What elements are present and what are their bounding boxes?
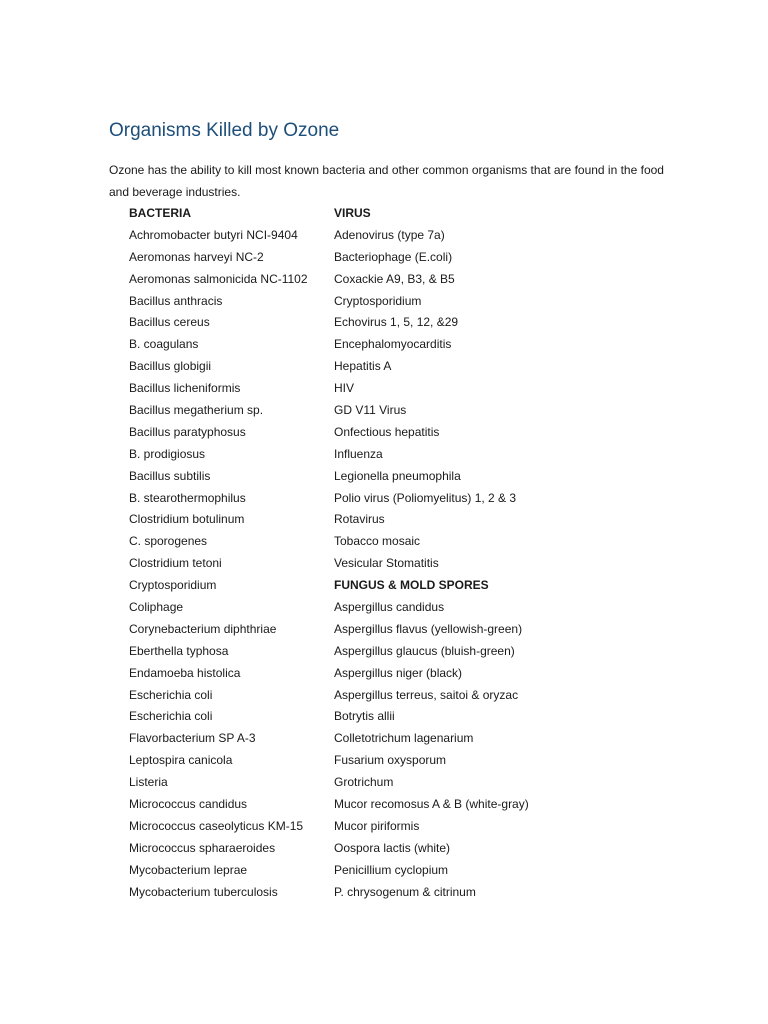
organism-name: Bacillus cereus: [129, 315, 210, 330]
organism-name: Legionella pneumophila: [334, 468, 461, 483]
organism-name: Bacillus subtilis: [129, 468, 211, 483]
organism-name: B. coagulans: [129, 337, 199, 352]
organism-name: Aspergillus terreus, saitoi & oryzac: [334, 687, 519, 702]
organism-name: Fusarium oxysporum: [334, 753, 447, 768]
organism-name: Bacillus globigii: [129, 359, 212, 374]
table-row: [129, 291, 649, 313]
table-row: [129, 838, 649, 860]
table-row: [129, 444, 649, 466]
organism-name: Encephalomyocarditis: [334, 337, 452, 352]
table-row: [129, 860, 649, 882]
table-row: [129, 225, 649, 247]
organism-name: Achromobacter butyri NCI-9404: [129, 227, 298, 242]
organism-name: Escherichia coli: [129, 687, 213, 702]
organism-name: Micrococcus spharaeroides: [129, 840, 276, 855]
organism-name: Coliphage: [129, 600, 184, 615]
table-row: [129, 247, 649, 269]
table-row: [129, 509, 649, 531]
organism-name: Eberthella typhosa: [129, 643, 229, 658]
organism-name: HIV: [334, 381, 355, 396]
organism-name: Oospora lactis (white): [334, 840, 451, 855]
intro-paragraph: Ozone has the ability to kill most known bacteria and other common organisms that are found in the food and beverage industries.: [109, 163, 664, 199]
organism-name: Mucor piriformis: [334, 818, 420, 833]
table-row: [129, 882, 649, 904]
organism-name: C. sporogenes: [129, 534, 208, 549]
organism-name: P. chrysogenum & citrinum: [334, 884, 476, 899]
table-row: [129, 334, 649, 356]
organism-name: Aspergillus candidus: [334, 600, 445, 615]
organism-name: Aeromonas salmonicida NC-1102: [129, 271, 308, 286]
table-row: [129, 750, 649, 772]
organism-name: Micrococcus candidus: [129, 797, 248, 812]
table-row: [129, 378, 649, 400]
organism-name: Mycobacterium leprae: [129, 862, 248, 877]
organism-name: Aeromonas harveyi NC-2: [129, 249, 264, 264]
category-heading: BACTERIA: [129, 206, 191, 220]
table-row: [129, 531, 649, 553]
table-row: [129, 619, 649, 641]
organism-name: Bacillus megatherium sp.: [129, 403, 264, 418]
organism-name: Botrytis allii: [334, 709, 395, 724]
table-row: [129, 400, 649, 422]
table-row: [129, 597, 649, 619]
organism-name: Rotavirus: [334, 512, 385, 527]
organism-name: Vesicular Stomatitis: [334, 556, 439, 571]
organism-table: [129, 203, 649, 904]
organism-name: Aspergillus glaucus (bluish-green): [334, 643, 515, 658]
organism-name: Clostridium tetoni: [129, 556, 222, 571]
table-row: [129, 488, 649, 510]
organism-name: Penicillium cyclopium: [334, 862, 449, 877]
organism-name: Aspergillus flavus (yellowish-green): [334, 621, 523, 636]
organism-name: Mycobacterium tuberculosis: [129, 884, 278, 899]
organism-name: Hepatitis A: [334, 359, 392, 374]
organism-name: Bacillus anthracis: [129, 293, 223, 308]
table-row: [129, 312, 649, 334]
organism-name: Polio virus (Poliomyelitus) 1, 2 & 3: [334, 490, 517, 505]
organism-name: Cryptosporidium: [334, 293, 422, 308]
organism-name: Tobacco mosaic: [334, 534, 421, 549]
organism-name: B. stearothermophilus: [129, 490, 246, 505]
table-row: [129, 575, 649, 597]
table-row: [129, 772, 649, 794]
table-row: [129, 816, 649, 838]
organism-name: B. prodigiosus: [129, 446, 206, 461]
table-header-row: [129, 203, 649, 225]
organism-name: Escherichia coli: [129, 709, 213, 724]
table-row: [129, 706, 649, 728]
organism-name: Clostridium botulinum: [129, 512, 245, 527]
organism-name: Micrococcus caseolyticus KM-15: [129, 818, 304, 833]
organism-name: Mucor recomosus A & B (white-gray): [334, 797, 529, 812]
organism-name: Onfectious hepatitis: [334, 424, 440, 439]
organism-name: Bacillus paratyphosus: [129, 424, 246, 439]
category-heading: VIRUS: [334, 206, 371, 220]
organism-name: Adenovirus (type 7a): [334, 227, 445, 242]
organism-name: Cryptosporidium: [129, 578, 217, 593]
category-heading: FUNGUS & MOLD SPORES: [334, 578, 489, 593]
organism-name: Grotrichum: [334, 775, 394, 790]
organism-name: Colletotrichum lagenarium: [334, 731, 474, 746]
table-row: [129, 728, 649, 750]
organism-name: Endamoeba histolica: [129, 665, 241, 680]
table-row: [129, 794, 649, 816]
page-title: Organisms Killed by Ozone: [109, 120, 340, 141]
table-row: [129, 685, 649, 707]
organism-name: Flavorbacterium SP A-3: [129, 731, 256, 746]
table-row: [129, 663, 649, 685]
organism-name: Echovirus 1, 5, 12, &29: [334, 315, 459, 330]
table-row: [129, 422, 649, 444]
table-row: [129, 553, 649, 575]
table-row: [129, 641, 649, 663]
table-row: [129, 269, 649, 291]
organism-name: Listeria: [129, 775, 168, 790]
organism-name: Bacillus licheniformis: [129, 381, 241, 396]
organism-name: Leptospira canicola: [129, 753, 233, 768]
organism-name: Corynebacterium diphthriae: [129, 621, 277, 636]
organism-name: Coxackie A9, B3, & B5: [334, 271, 455, 286]
organism-name: Influenza: [334, 446, 383, 461]
organism-name: Aspergillus niger (black): [334, 665, 463, 680]
table-row: [129, 356, 649, 378]
organism-name: Bacteriophage (E.coli): [334, 249, 453, 264]
table-row: [129, 466, 649, 488]
organism-name: GD V11 Virus: [334, 403, 407, 418]
